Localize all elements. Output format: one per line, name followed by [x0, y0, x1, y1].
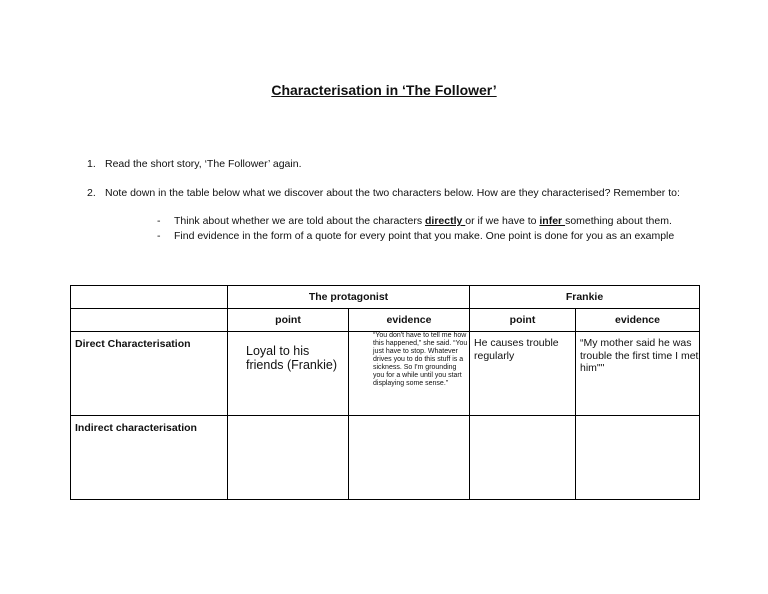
empty-cell[interactable]: [470, 416, 576, 500]
empty-cell[interactable]: [228, 416, 349, 500]
bullet-text-mid: or if we have to: [465, 215, 540, 227]
table-row: [71, 416, 700, 500]
table-subheader-row: [71, 309, 700, 332]
bullet-item: [157, 230, 674, 242]
bullet-dash: -: [157, 230, 161, 242]
header-frankie: Frankie: [470, 286, 700, 309]
keyword-directly: directly: [424, 215, 466, 227]
subheader-evidence: evidence: [576, 309, 700, 332]
subheader-point: point: [228, 309, 349, 332]
row-label-indirect: Indirect characterisation: [71, 416, 228, 500]
subheader-point: point: [470, 309, 576, 332]
instruction-text: Note down in the table below what we discover about the two characters below. How are they characterised? Remember to:: [105, 187, 680, 199]
row-label-direct: Direct Characterisation: [71, 332, 228, 416]
empty-cell[interactable]: [349, 416, 470, 500]
bullet-dash: -: [157, 215, 161, 227]
table-row: [71, 332, 700, 416]
header-protagonist: The protagonist: [228, 286, 470, 309]
bullet-text-pre: Think about whether we are told about the characters: [174, 215, 425, 227]
empty-cell[interactable]: [576, 416, 700, 500]
instruction-item: [87, 158, 301, 170]
instruction-number: 1.: [87, 158, 96, 170]
bullet-text: Find evidence in the form of a quote for every point that you make. One point is done for you as an example: [174, 230, 675, 242]
keyword-infer: infer: [539, 215, 566, 227]
page-title: Characterisation in ‘The Follower’: [271, 82, 497, 98]
table-corner-cell: [71, 286, 228, 309]
table-blank-cell: [71, 309, 228, 332]
frankie-evidence-cell[interactable]: “My mother said he was trouble the first time I met him"": [576, 332, 700, 416]
instruction-text: Read the short story, ‘The Follower’ again.: [105, 158, 302, 170]
instruction-item: [87, 187, 680, 199]
protagonist-point-cell[interactable]: Loyal to his friends (Frankie): [228, 332, 349, 416]
subheader-evidence: evidence: [349, 309, 470, 332]
table-header-row: [71, 286, 700, 309]
bullet-text-post: something about them.: [565, 215, 672, 227]
frankie-point-cell[interactable]: He causes trouble regularly: [470, 332, 576, 416]
characterisation-table: [70, 285, 700, 500]
protagonist-evidence-cell[interactable]: “You don't have to tell me how this happened,” she said. “You just have to stop. Whatever drives you to do this stuff is a sickness. So I'm grounding you for a while until you start displaying some sense.”: [349, 332, 470, 416]
instruction-number: 2.: [87, 187, 96, 199]
bullet-item: [157, 215, 672, 227]
